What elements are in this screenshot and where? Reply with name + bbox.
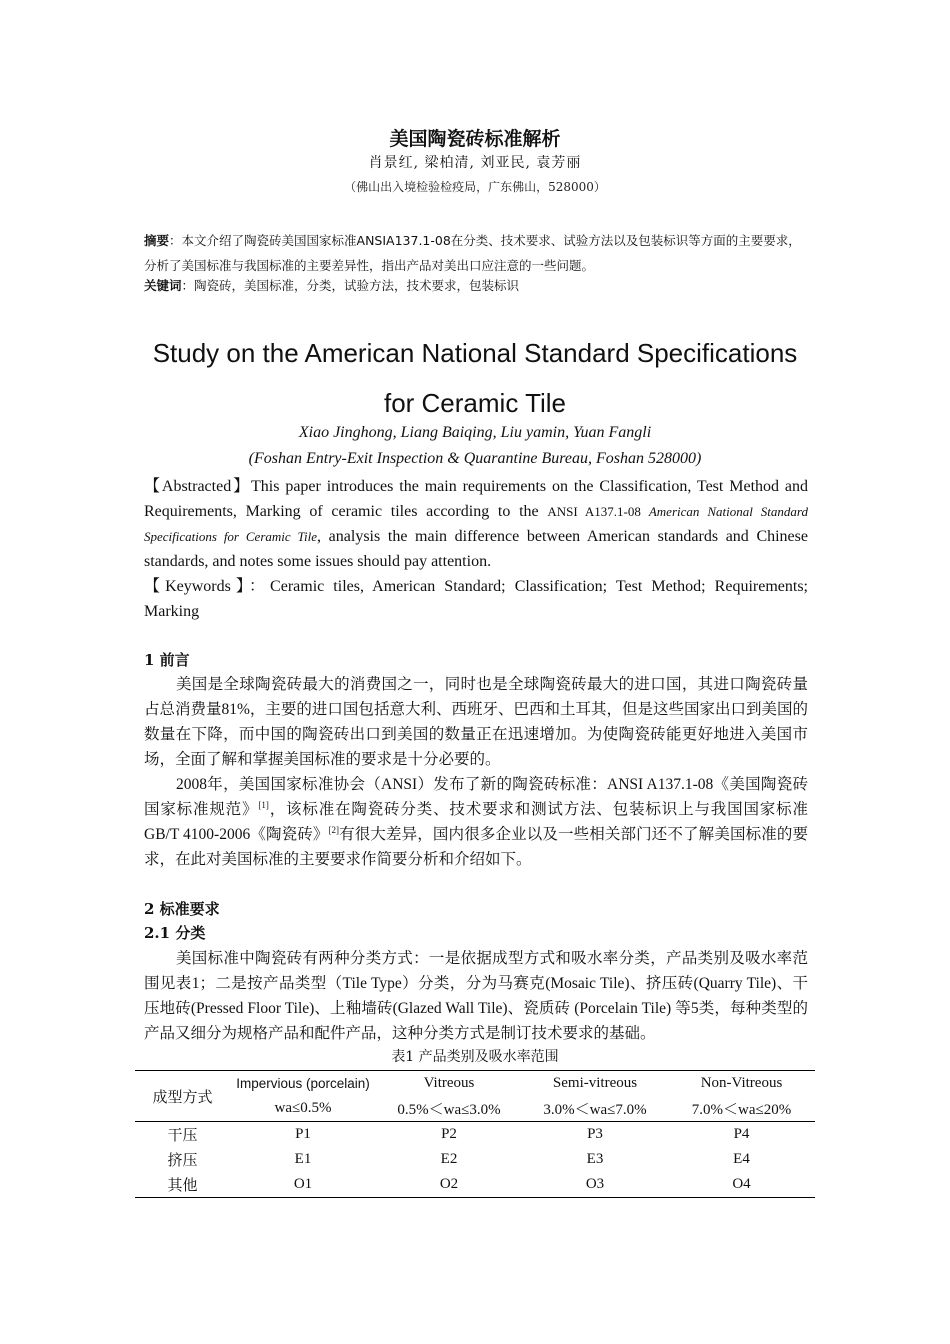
table-row-method: 挤压 (167, 1151, 198, 1169)
table-header-col-2: Vitreous (376, 1071, 522, 1097)
abstract-en-part1: This paper introduces the main requirements on the Classification, Test Method and Requirements, Marking of ceramic tiles according to the (144, 478, 809, 520)
section-1-heading: 1 前言 (144, 651, 190, 669)
table-row-method: 干压 (167, 1126, 198, 1144)
table-header-row-names (135, 1071, 815, 1097)
table-cell: E3 (586, 1151, 604, 1167)
keywords-cn (144, 276, 808, 296)
abstract-cn-text: ：本文介绍了陶瓷砖美国国家标准ANSIA137.1-08在分类、技术要求、试验方法以及包装标识等方面的主要要求，分析了美国标准与我国标准的主要差异性，指出产品对美出口应注意的一些问题。 (144, 233, 801, 273)
paper-title-en-line2: for Ceramic Tile (383, 388, 567, 418)
table-row (135, 1122, 815, 1148)
section-2-1-heading: 2.1 分类 (144, 924, 206, 942)
table-cell: P1 (295, 1126, 311, 1142)
keywords-en-text: Ceramic tiles, American Standard; Classification; Test Method; Requirements; Marking (144, 578, 808, 620)
section-2-1-para: 美国标准中陶瓷砖有两种分类方式：一是依据成型方式和吸水率分类，产品类别及吸水率范围见表1；二是按产品类型（Tile Type）分类，分为马赛克(Mosaic Tile)、挤压砖(Quarry Tile)、干压地砖(Pressed Floor Tile)、上釉墙砖(Glazed Wall Tile)、瓷质砖 (Porcelain Tile) 等5类，每种类型的产品又细分为规格产品和配件产品，这种分类方式是制订技术要求的基础。 (144, 950, 808, 1042)
paper-title-en (0, 328, 950, 428)
table-range-col-4: 7.0%＜wa≤20% (668, 1096, 815, 1122)
reference-2: [2] (328, 824, 339, 835)
table-cell: O4 (668, 1172, 815, 1198)
table-header-col-4: Non-Vitreous (668, 1071, 815, 1097)
table-cell: P2 (441, 1126, 457, 1142)
paper-title-cn: 美国陶瓷砖标准解析 (389, 128, 561, 150)
table-header-row-ranges (135, 1096, 815, 1122)
table-cell: P4 (733, 1126, 750, 1142)
reference-1: [1] (258, 799, 269, 810)
section-1-para-2-a: 2008年，美国国家标准协会（ANSI）发布了新的陶瓷砖标准：ANSI A137.1-08《美国陶瓷砖国家标准规范》 (144, 776, 808, 818)
section-1-para-2-c: 有很大差异，国内很多企业以及一些相关部门还不了解美国标准的要求，在此对美国标准的主要要求作简要分析和介绍如下。 (144, 826, 808, 868)
table-1 (135, 1070, 815, 1198)
authors-cn: 肖景红, 梁柏清, 刘亚民, 袁芳丽 (368, 155, 582, 171)
table-row (135, 1172, 815, 1198)
section-1-para-1: 美国是全球陶瓷砖最大的消费国之一，同时也是全球陶瓷砖最大的进口国，其进口陶瓷砖量占总消费量81%，主要的进口国包括意大利、西班牙、巴西和土耳其，但是这些国家出口到美国的数量在下降，而中国的陶瓷砖出口到美国的数量正在迅速增加。为使陶瓷砖能更好地进入美国市场，全面了解和掌握美国标准的要求是十分必要的。 (144, 676, 808, 768)
keywords-en-label: 【Keywords】： (144, 578, 271, 595)
abstract-en-part2: , analysis the main difference between American standards and Chinese standards, and notes some issues should pay attention. (144, 528, 808, 570)
authors-en: Xiao Jinghong, Liang Baiqing, Liu yamin, Yuan Fangli (298, 424, 652, 441)
table-row-method: 其他 (135, 1172, 230, 1198)
table-1-caption: 表1 产品类别及吸水率范围 (391, 1049, 559, 1065)
table-row (135, 1147, 815, 1172)
table-cell: P3 (587, 1126, 603, 1142)
table-range-col-2: 0.5%＜wa≤3.0% (376, 1096, 522, 1122)
table-cell: E1 (294, 1151, 312, 1167)
keywords-cn-text: ：陶瓷砖，美国标准，分类，试验方法，技术要求，包装标识 (181, 278, 520, 293)
table-cell: O2 (376, 1172, 522, 1198)
paper-title-en-line1: Study on the American National Standard Specifications (152, 338, 798, 368)
abstract-cn-label: 摘要 (144, 233, 170, 248)
affiliation-en: (Foshan Entry-Exit Inspection & Quarantine Bureau, Foshan 528000) (248, 450, 702, 467)
table-cell: O3 (522, 1172, 668, 1198)
table-cell: E4 (733, 1151, 750, 1167)
section-1-para-2 (144, 772, 808, 872)
section-1-para-2-b: ，该标准在陶瓷砖分类、技术要求和测试方法、包装标识上与我国国家标准GB/T 4100-2006《陶瓷砖》 (144, 801, 808, 843)
abstract-en-label: 【Abstracted】 (144, 478, 251, 495)
table-header-col-1: Impervious (porcelain) (230, 1071, 376, 1097)
keywords-cn-label: 关键词 (144, 278, 182, 293)
table-corner-cell: 成型方式 (135, 1071, 230, 1122)
affiliation-cn: （佛山出入境检验检疫局，广东佛山，528000） (344, 180, 606, 194)
keywords-en (144, 574, 808, 624)
table-range-col-3: 3.0%＜wa≤7.0% (522, 1096, 668, 1122)
abstract-en (144, 474, 808, 574)
abstract-en-italic: American National Standard Specifications for Ceramic Tile (144, 504, 808, 544)
abstract-en-code: ANSI A137.1-08 (547, 504, 649, 519)
table-range-col-1: wa≤0.5% (230, 1096, 376, 1122)
section-2-heading: 2 标准要求 (144, 900, 220, 918)
table-cell: O1 (230, 1172, 376, 1198)
abstract-cn (144, 228, 808, 278)
table-header-col-3: Semi-vitreous (522, 1071, 668, 1097)
table-cell: E2 (440, 1151, 458, 1167)
